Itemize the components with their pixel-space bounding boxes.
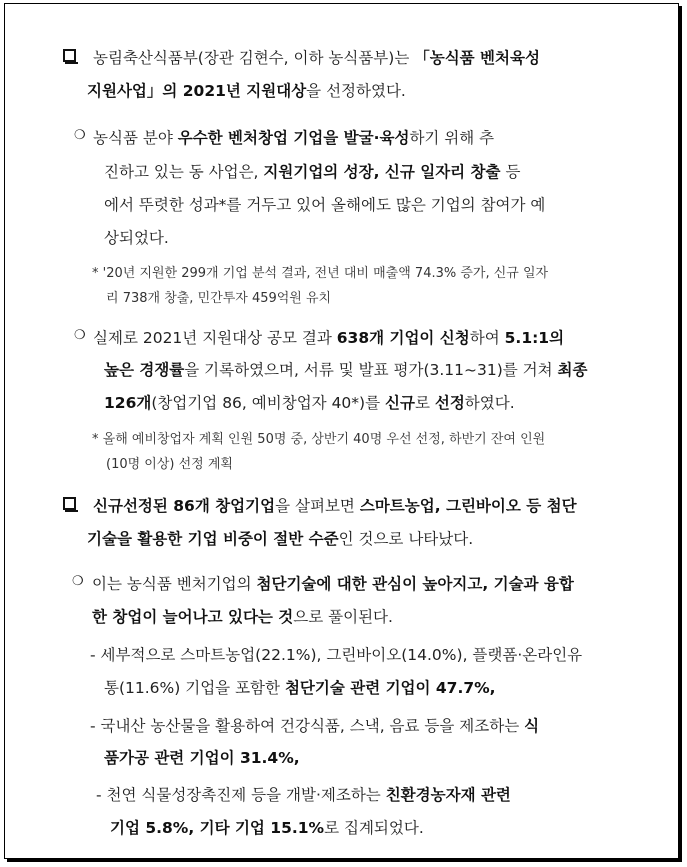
- item2-footnote-line1: * 올해 예비창업자 계획 인원 50명 중, 상반기 40명 우선 선정, 하반기 잔여 인원: [92, 432, 546, 447]
- dash3-line1: - 천연 식물성장촉진제 등을 개발·제조하는 친환경농자재 관련: [96, 786, 511, 804]
- checkbox-bullet-icon: [63, 49, 76, 62]
- item1-footnote-line2: 리 738개 창출, 민간투자 459억원 유치: [106, 291, 332, 306]
- section2-line1: 신규선정된 86개 창업기업을 살펴보면 스마트농업, 그린바이오 등 첨단: [93, 497, 577, 515]
- section2-line2: 기술을 활용한 기업 비중이 절반 수준인 것으로 나타났다.: [87, 530, 474, 548]
- item3-line1: 이는 농식품 벤처기업의 첨단기술에 대한 관심이 높아지고, 기술과 융합: [92, 575, 574, 593]
- section1-line1: 농림축산식품부(장관 김현수, 이하 농식품부)는 「농식품 벤처육성: [93, 49, 540, 67]
- circle-bullet-icon: ❍: [74, 328, 86, 343]
- circle-bullet-icon: ❍: [74, 128, 86, 143]
- dash1-line1: - 세부적으로 스마트농업(22.1%), 그린바이오(14.0%), 플랫폼·온라인유: [90, 646, 583, 664]
- dash1-line2: 통(11.6%) 기업을 포함한 첨단기술 관련 기업이 47.7%,: [104, 679, 496, 697]
- circle-bullet-icon: ❍: [72, 574, 84, 589]
- dash2-line2: 품가공 관련 기업이 31.4%,: [104, 749, 300, 767]
- dash2-line1: - 국내산 농산물을 활용하여 건강식품, 스낵, 음료 등을 제조하는 식: [90, 717, 540, 735]
- item1-line1: 농식품 분야 우수한 벤처창업 기업을 발굴·육성하기 위해 추: [93, 129, 495, 147]
- item1-line4: 상되었다.: [104, 229, 169, 247]
- item2-line2: 높은 경쟁률을 기록하였으며, 서류 및 발표 평가(3.11~31)를 거쳐 최종: [104, 361, 588, 379]
- item1-line3: 에서 뚜렷한 성과*를 거두고 있어 올해에도 많은 기업의 참여가 예: [104, 196, 546, 214]
- section1-line2: 지원사업」의 2021년 지원대상을 선정하였다.: [87, 82, 406, 100]
- dash3-line2: 기업 5.8%, 기타 기업 15.1%로 집계되었다.: [110, 819, 424, 837]
- item3-line2: 한 창업이 늘어나고 있다는 것으로 풀이된다.: [92, 608, 393, 626]
- item2-line1: 실제로 2021년 지원대상 공모 결과 638개 기업이 신청하여 5.1:1의: [93, 329, 565, 347]
- item1-line2: 진하고 있는 동 사업은, 지원기업의 성장, 신규 일자리 창출 등: [104, 163, 521, 181]
- checkbox-bullet-icon: [63, 497, 76, 510]
- item2-line3: 126개(창업기업 86, 예비창업자 40*)를 신규로 선정하였다.: [104, 394, 515, 412]
- item1-footnote-line1: * '20년 지원한 299개 기업 분석 결과, 전년 대비 매출액 74.3% 증가, 신규 일자: [92, 266, 549, 281]
- item2-footnote-line2: (10명 이상) 선정 계획: [106, 457, 233, 472]
